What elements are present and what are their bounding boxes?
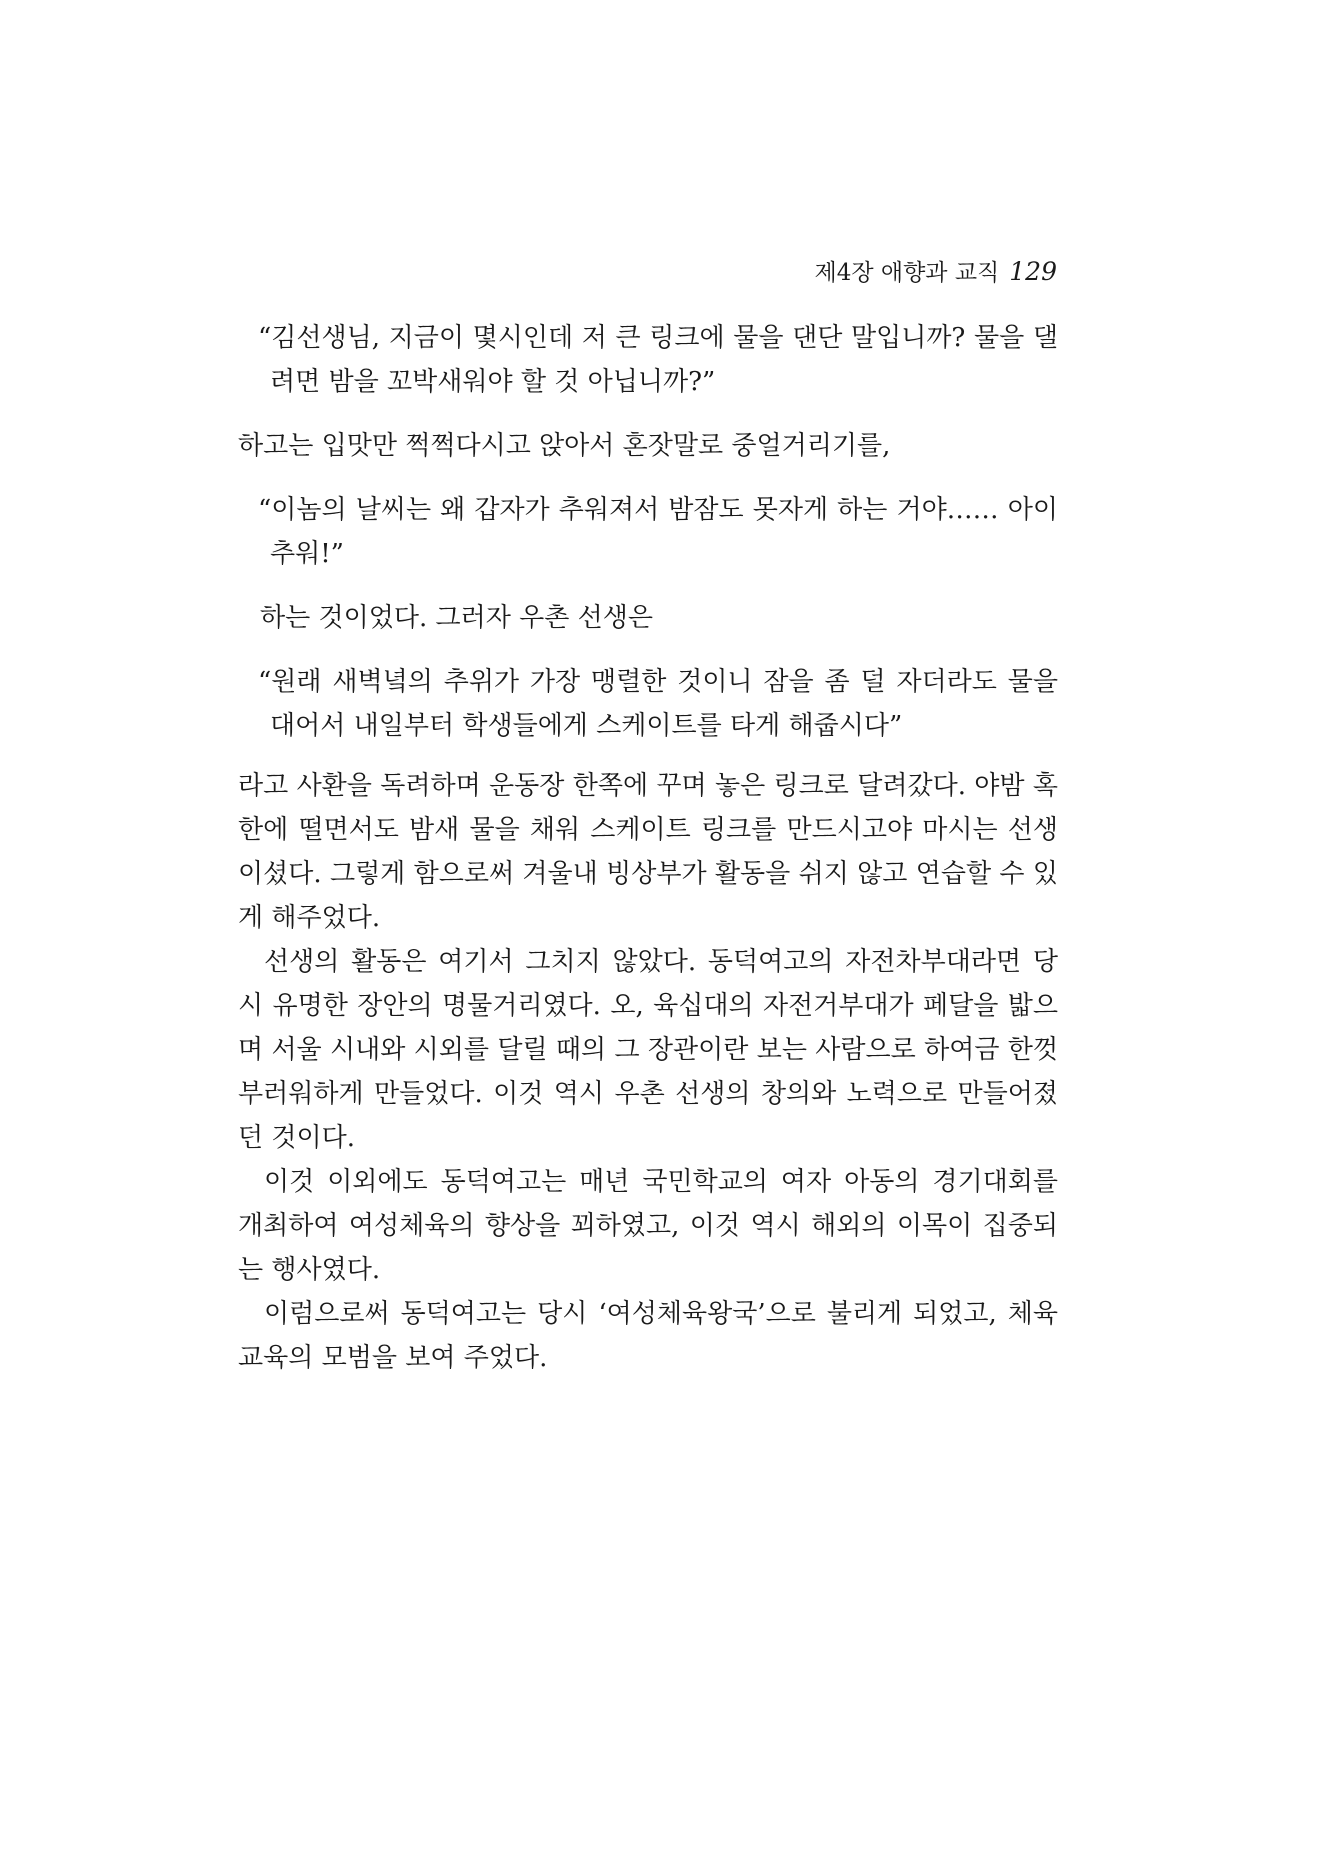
page-body: [238, 316, 1058, 1380]
chapter-title: 제4장 애향과 교직: [814, 260, 1000, 286]
body-paragraph-1: 라고 사환을 독려하며 운동장 한쪽에 꾸며 놓은 링크로 달려갔다. 야밤 혹한에 떨면서도 밤새 물을 채워 스케이트 링크를 만드시고야 마시는 선생이셨다. 그렇게 함으로써 겨울내 빙상부가 활동을 쉬지 않고 연습할 수 있게 해주었다.: [238, 771, 1058, 933]
dialogue-quote-2: “이놈의 날씨는 왜 갑자가 추워져서 밤잠도 못자게 하는 거야…… 아이 추워!”: [258, 495, 1058, 569]
dialogue-quote-1: “김선생님, 지금이 몇시인데 저 큰 링크에 물을 댄단 말입니까? 물을 댈려면 밤을 꼬박새워야 할 것 아닙니까?”: [258, 323, 1058, 397]
body-paragraph-4: 이럼으로써 동덕여고는 당시 ‘여성체육왕국’으로 불리게 되었고, 체육교육의 모범을 보여 주었다.: [238, 1299, 1058, 1373]
body-paragraph-3: 이것 이외에도 동덕여고는 매년 국민학교의 여자 아동의 경기대회를 개최하여 여성체육의 향상을 꾀하였고, 이것 역시 해외의 이목이 집중되는 행사였다.: [238, 1167, 1058, 1285]
page-number: 129: [1009, 257, 1057, 286]
body-paragraph-2: 선생의 활동은 여기서 그치지 않았다. 동덕여고의 자전차부대라면 당시 유명한 장안의 명물거리였다. 오, 육십대의 자전거부대가 페달을 밟으며 서울 시내와 시외를 달릴 때의 그 장관이란 보는 사람으로 하여금 한껏 부러워하게 만들었다. 이것 역시 우촌 선생의 창의와 노력으로 만들어졌던 것이다.: [238, 947, 1058, 1153]
narration-2: 하는 것이었다. 그러자 우촌 선생은: [260, 603, 653, 633]
running-header: [814, 254, 1057, 287]
dialogue-quote-3: “원래 새벽녘의 추위가 가장 맹렬한 것이니 잠을 좀 덜 자더라도 물을 대어서 내일부터 학생들에게 스케이트를 타게 해줍시다”: [258, 667, 1058, 741]
narration-1: 하고는 입맛만 쩍쩍다시고 앉아서 혼잣말로 중얼거리기를,: [238, 431, 891, 461]
